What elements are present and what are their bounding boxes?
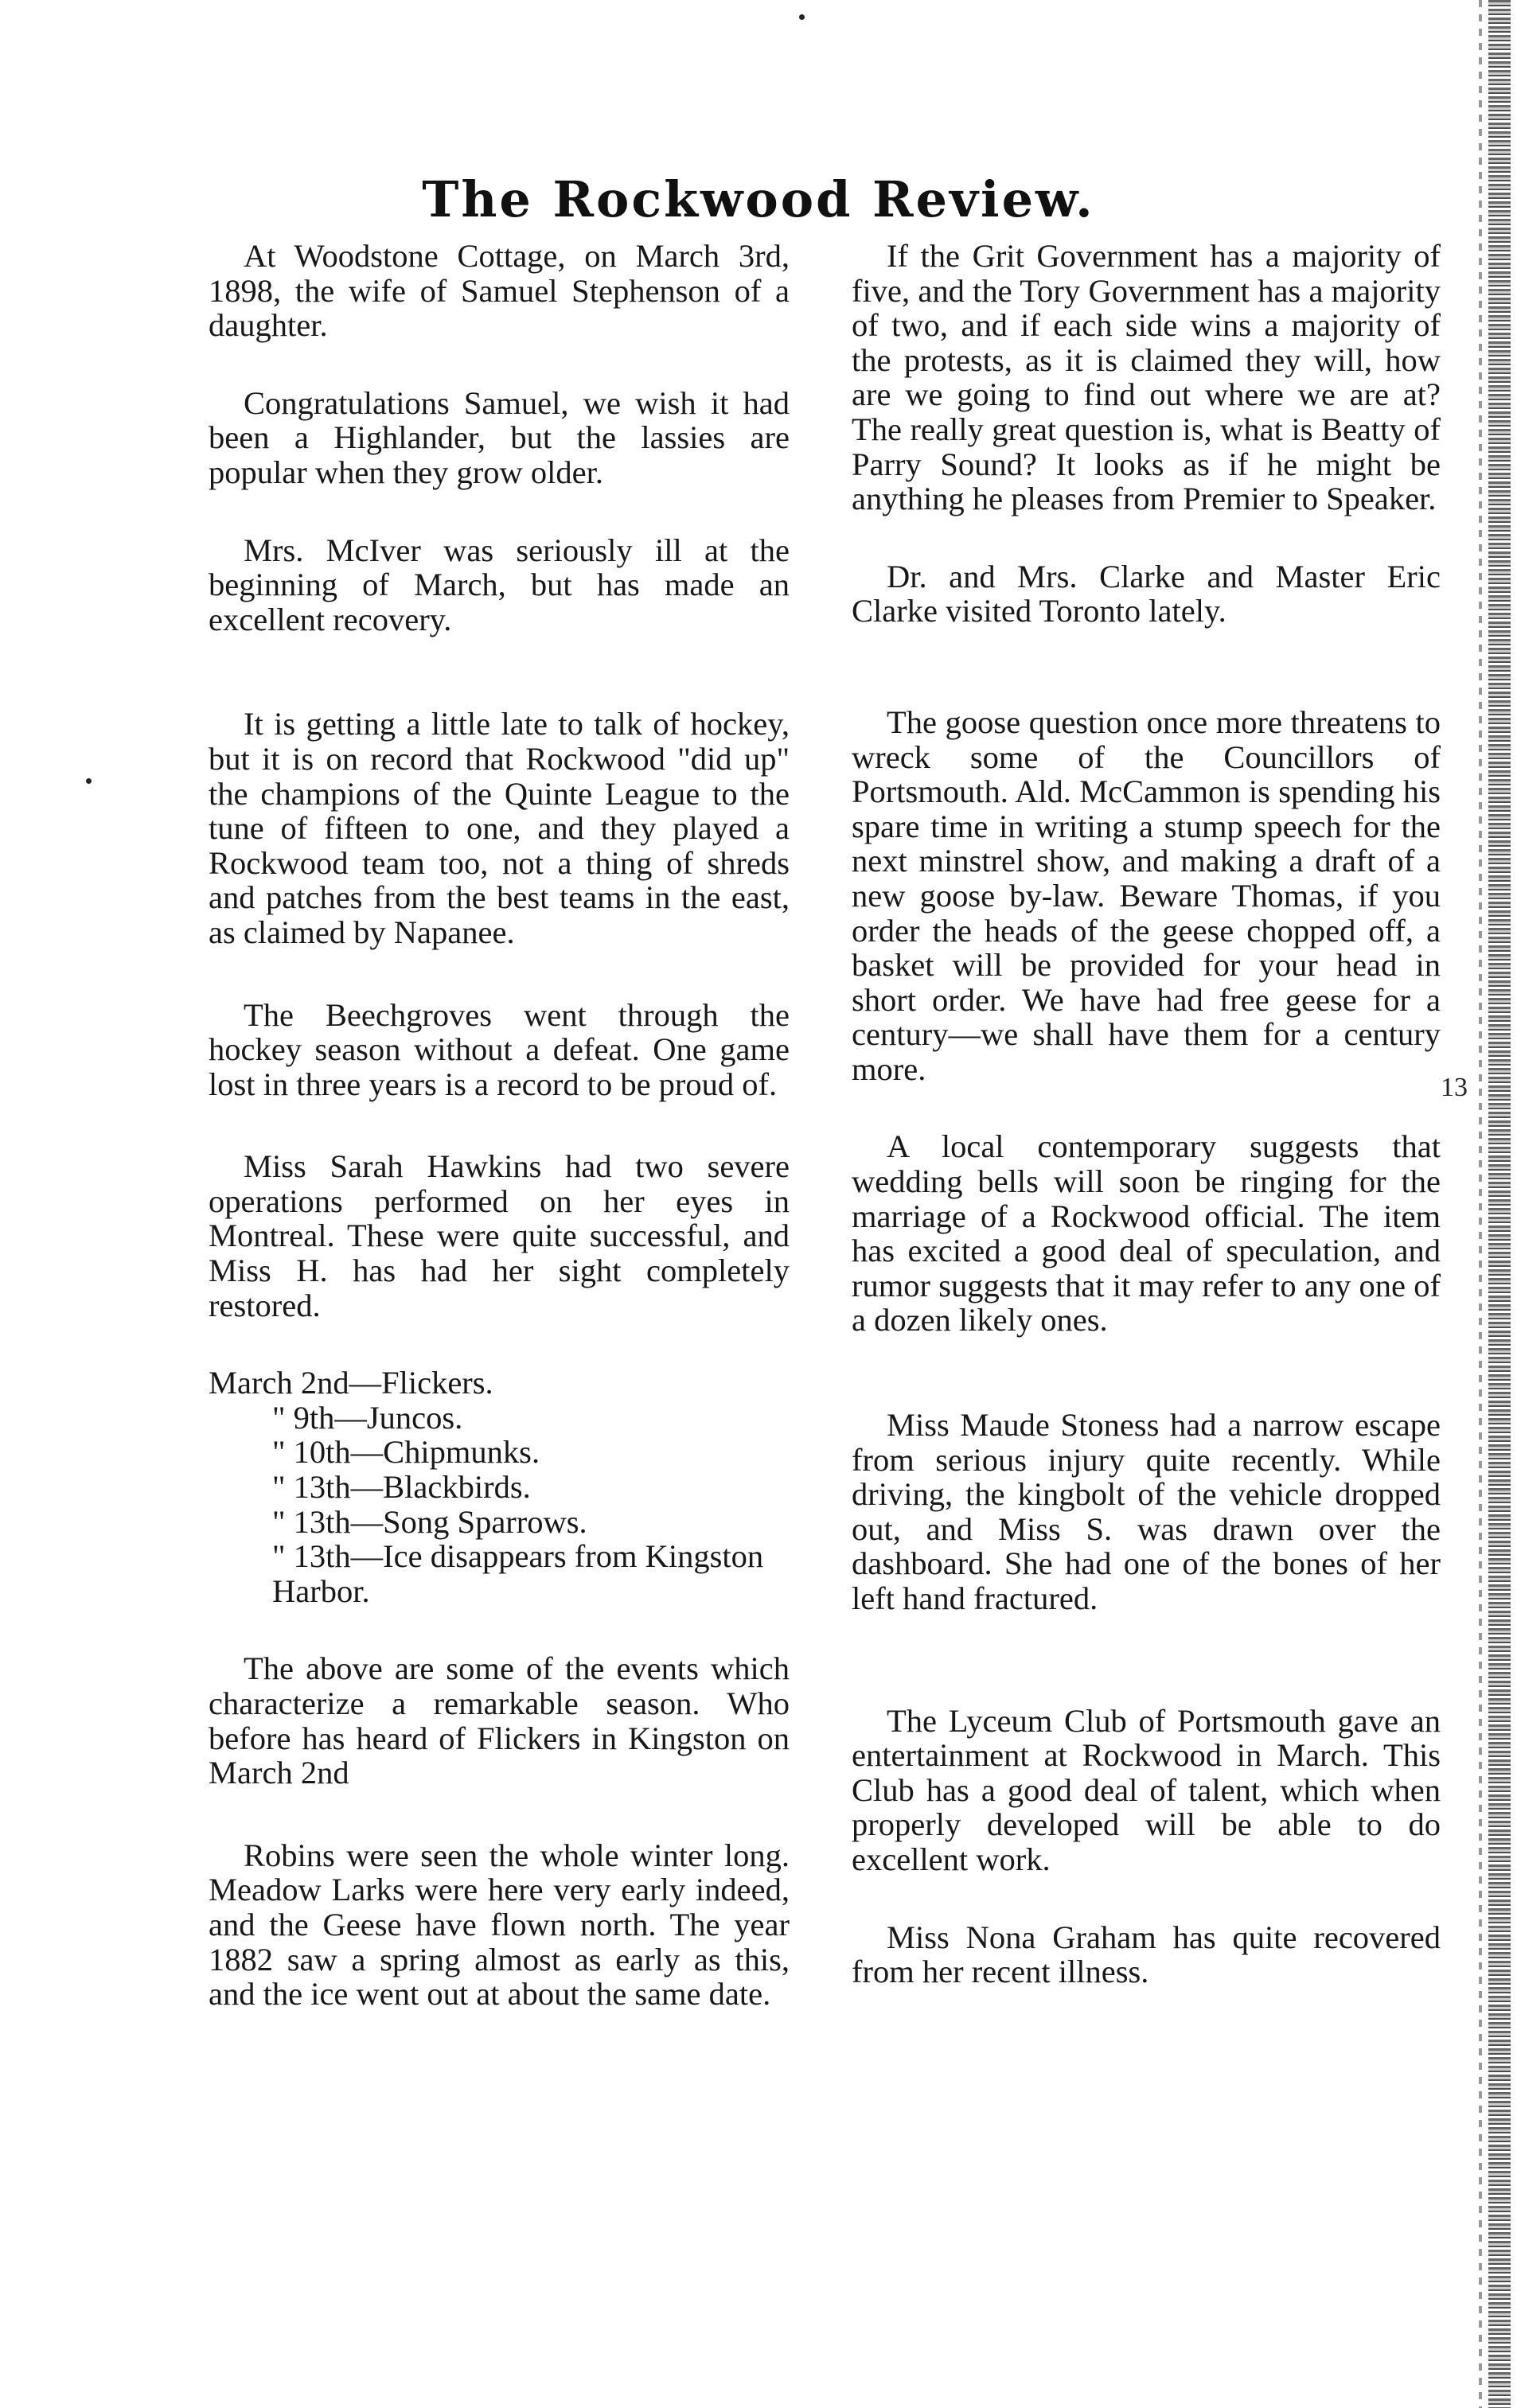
beechgroves-paragraph: The Beechgroves went through the hockey season without a defeat. One game lost in three years is a record to be proud of. bbox=[209, 996, 790, 1102]
hawkins-paragraph: Miss Sarah Hawkins had two severe operations performed on her eyes in Montreal. These were quite successful, and Miss H. has had her sight completely restored. bbox=[209, 1148, 790, 1323]
bird-list-item: " 13th—Blackbirds. bbox=[272, 1469, 531, 1506]
paragraph-gap bbox=[852, 516, 1441, 559]
clarke-paragraph: Dr. and Mrs. Clarke and Master Eric Clarke visited Toronto lately. bbox=[852, 558, 1441, 629]
paragraph-gap bbox=[852, 1877, 1441, 1920]
season-paragraph: The above are some of the events which characterize a remarkable season. Who before has heard of Flickers in Kingston on March 2nd bbox=[209, 1650, 790, 1791]
binding-edge-shadow bbox=[1479, 0, 1482, 2408]
page-title: The Rockwood Review. bbox=[422, 169, 1095, 228]
margin-mark: 13 bbox=[1441, 1073, 1468, 1102]
paragraph-gap bbox=[209, 343, 790, 386]
paragraph-gap bbox=[209, 950, 790, 998]
congratulations-paragraph: Congratulations Samuel, we wish it had been a Highlander, but the lassies are popular when they grow older. bbox=[209, 384, 790, 490]
paragraph-gap bbox=[852, 1086, 1441, 1129]
margin-ink-dot bbox=[86, 778, 92, 784]
birth-notice-paragraph: At Woodstone Cottage, on March 3rd, 1898, the wife of Samuel Stephenson of a daughter. bbox=[209, 238, 790, 344]
wedding-bells-paragraph: A local contemporary suggests that wedding bells will soon be ringing for the marriage of a Rockwood official. The item has excited a good deal of speculation, and rumor suggests that it may refer to any one of a dozen likely ones. bbox=[852, 1128, 1441, 1338]
paragraph-gap bbox=[209, 1323, 790, 1366]
lyceum-club-paragraph: The Lyceum Club of Portsmouth gave an entertainment at Rockwood in March. This Club has a good deal of talent, which when properly developed will be able to do excellent work. bbox=[852, 1702, 1441, 1877]
bird-list-item: " 9th—Juncos. bbox=[272, 1399, 463, 1436]
paragraph-gap bbox=[209, 1101, 790, 1149]
right-column bbox=[852, 239, 1441, 1989]
paragraph-gap bbox=[209, 490, 790, 533]
page-edge-border bbox=[1488, 0, 1511, 2408]
graham-paragraph: Miss Nona Graham has quite recovered from her recent illness. bbox=[852, 1919, 1441, 1990]
government-paragraph: If the Grit Government has a majority of five, and the Tory Government has a majority of two, and if each side wins a majority of the protests, as it is claimed they will, how are we going to find out where we are at? The really great question is, what is Beatty of Parry Sound? It looks as if he might be anything he pleases from Premier to Speaker. bbox=[852, 238, 1441, 517]
paragraph-gap bbox=[209, 637, 790, 707]
paragraph-gap bbox=[209, 1790, 790, 1838]
mciver-paragraph: Mrs. McIver was seriously ill at the beginning of March, but has made an excellent recovery. bbox=[209, 532, 790, 637]
bird-arrival-list bbox=[209, 1366, 790, 1608]
paragraph-gap bbox=[852, 1616, 1441, 1704]
bird-list-item: " 13th—Song Sparrows. bbox=[272, 1503, 587, 1540]
paragraph-gap bbox=[209, 1608, 790, 1651]
stoness-paragraph: Miss Maude Stoness had a narrow escape from serious injury quite recently. While driving, the kingbolt of the vehicle dropped out, and Miss S. was drawn over the dashboard. She had one of the bones of her left hand fractured. bbox=[852, 1407, 1441, 1616]
paragraph-gap bbox=[852, 1338, 1441, 1408]
paragraph-gap bbox=[852, 629, 1441, 705]
bird-list-item: " 13th—Ice disappears from Kingston Harbor. bbox=[272, 1538, 764, 1609]
top-ink-dot bbox=[799, 14, 805, 20]
left-column bbox=[209, 239, 790, 2012]
bird-list-item: March 2nd—Flickers. bbox=[209, 1365, 493, 1401]
hockey-paragraph: It is getting a little late to talk of hockey, but it is on record that Rockwood "did up" the champions of the Quinte League to the tune of fifteen to one, and they played a Rockwood team too, not a thing of shreds and patches from the best teams in the east, as claimed by Napanee. bbox=[209, 706, 790, 950]
goose-question-paragraph: The goose question once more threatens to wreck some of the Councillors of Portsmouth. Ald. McCammon is spending his spare time in writing a stump speech for the next minstrel show, and making a draft of a new goose by-law. Beware Thomas, if you order the heads of the geese chopped off, a basket will be provided for your head in short order. We have had free geese for a century—we shall have them for a century more. bbox=[852, 703, 1441, 1087]
bird-list-item: " 10th—Chipmunks. bbox=[272, 1434, 540, 1471]
robins-paragraph: Robins were seen the whole winter long. Meadow Larks were here very early indeed, and the Geese have flown north. The year 1882 saw a spring almost as early as this, and the ice went out at about the same date. bbox=[209, 1837, 790, 2013]
